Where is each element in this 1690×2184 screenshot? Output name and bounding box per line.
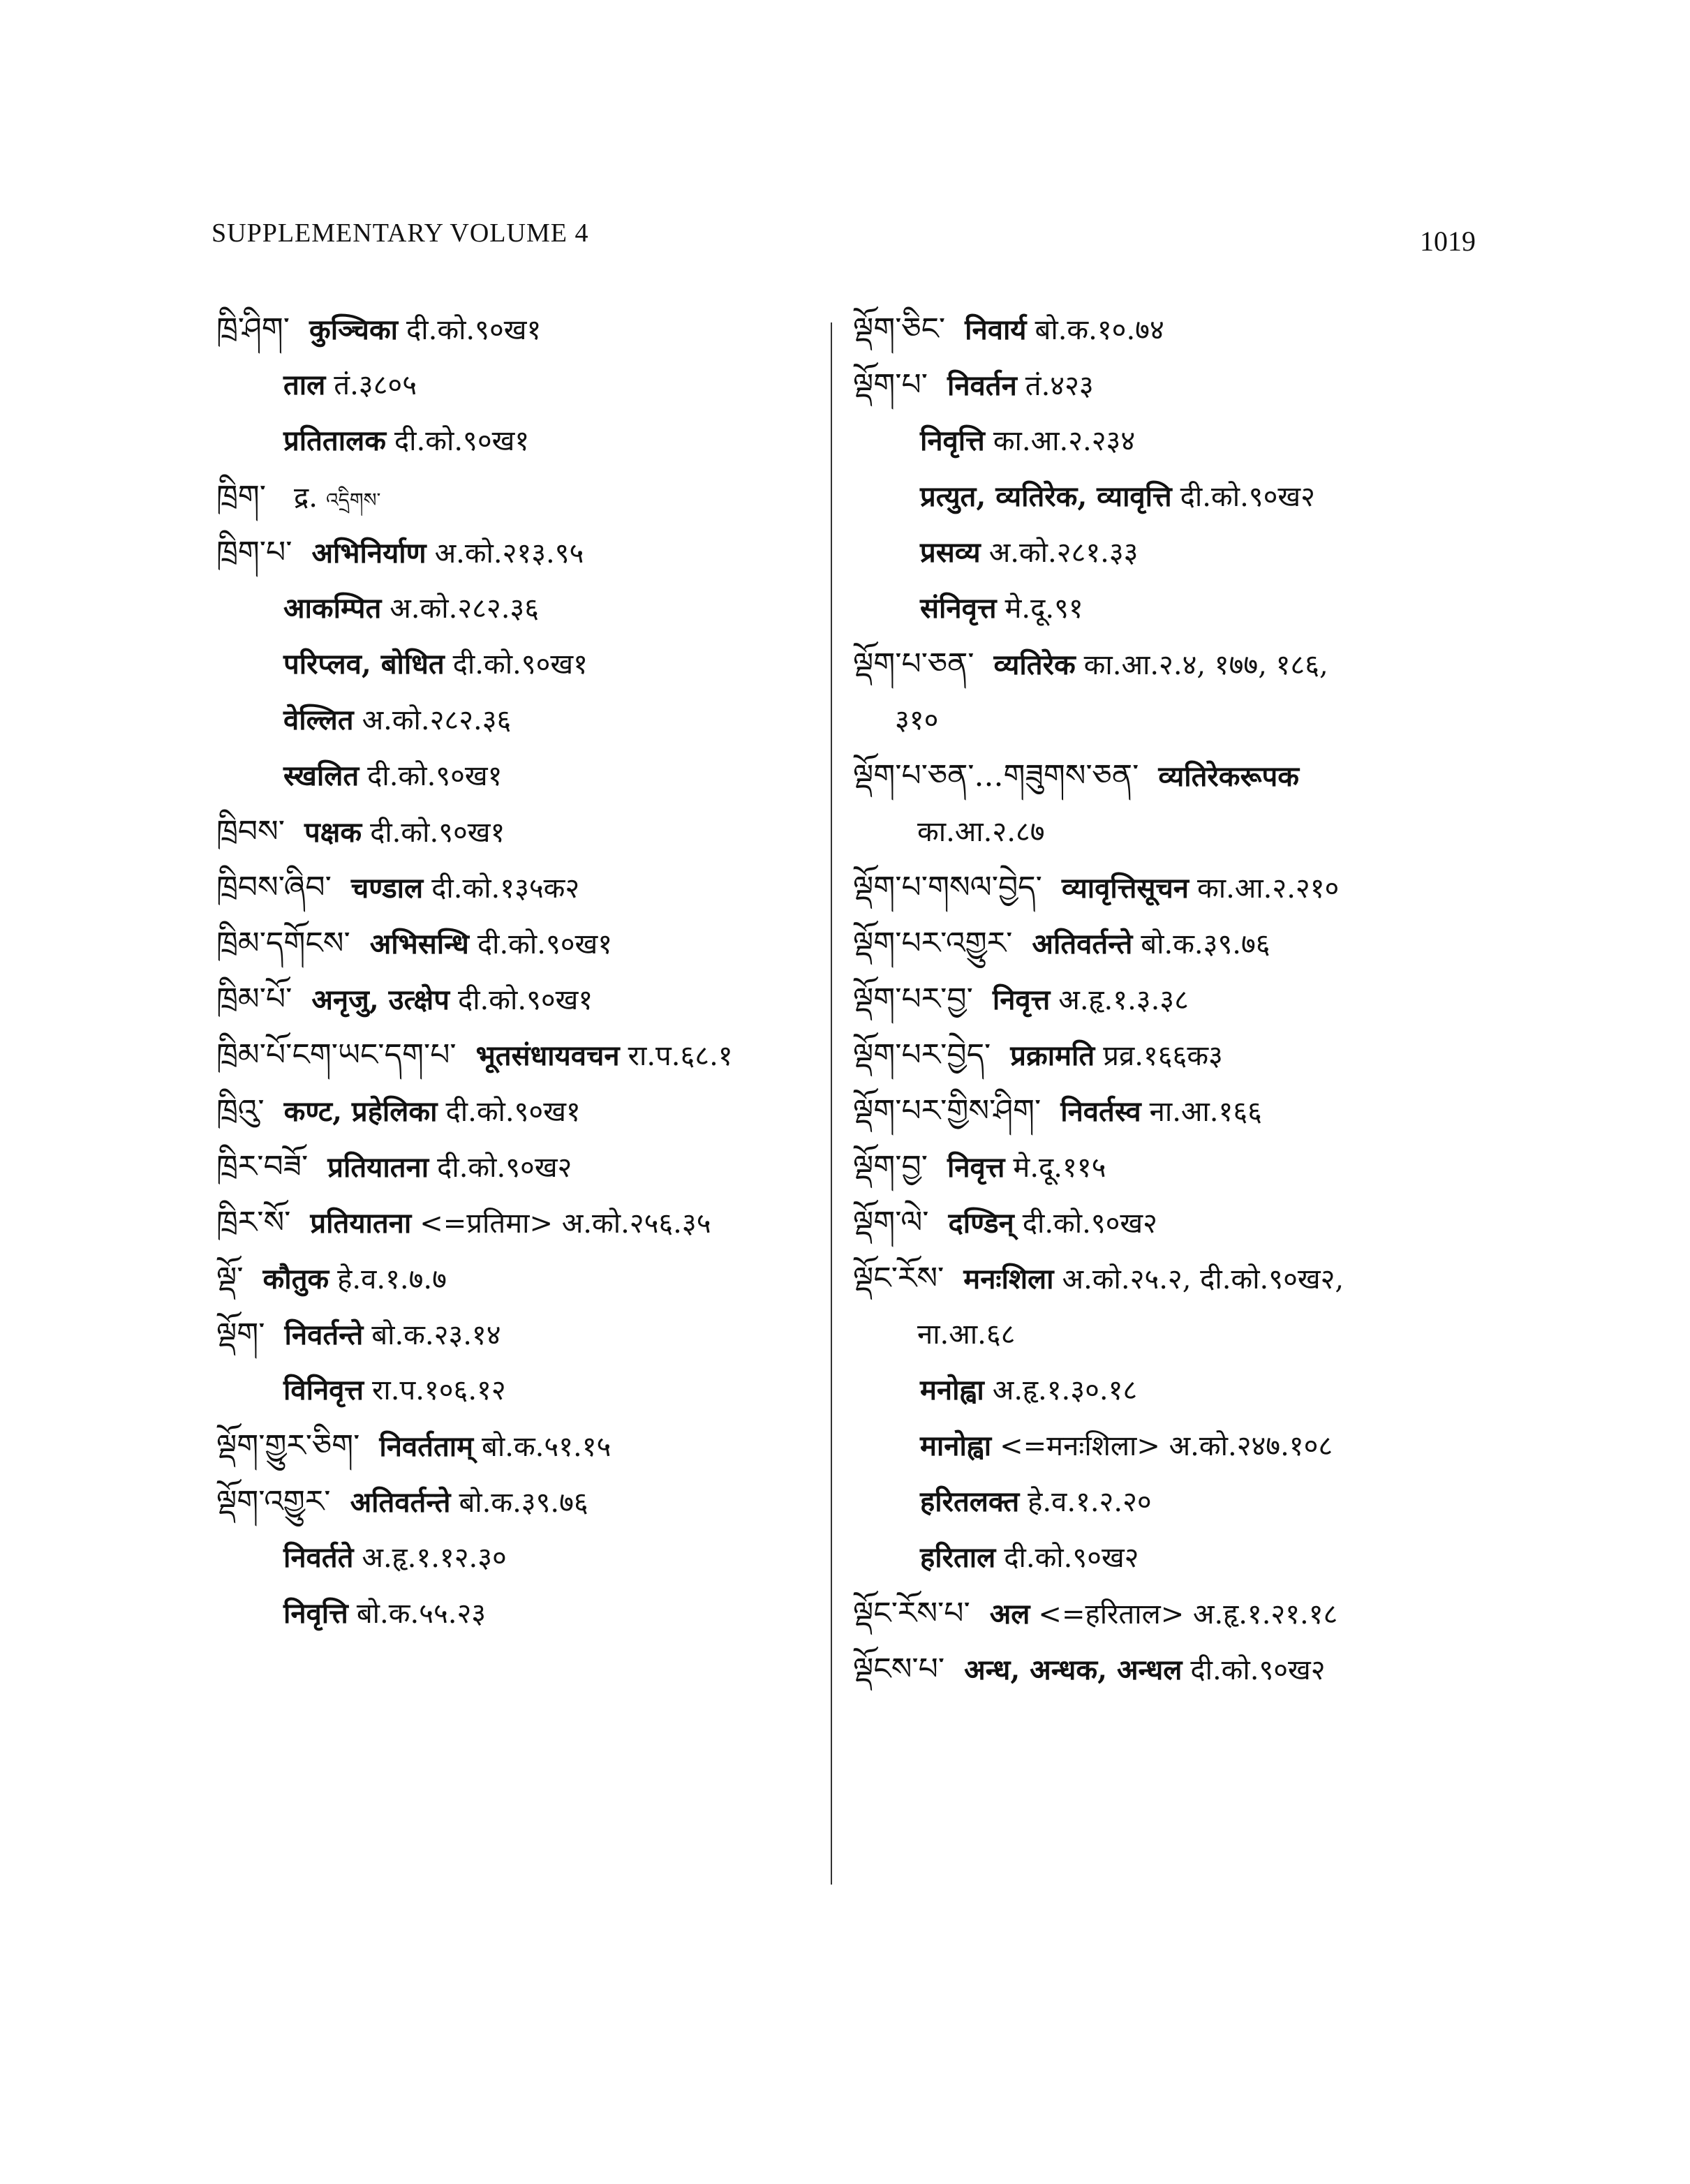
tibetan-headword: ལྡོག་པ་གསལ་བྱེད་: [853, 870, 1042, 905]
sanskrit-equivalent: व्यतिरेकरूपक: [1158, 760, 1299, 793]
sanskrit-equivalent: अनृजु, उत्क्षेप: [311, 983, 450, 1016]
source-reference: दी.को.९०ख२: [1190, 1654, 1326, 1686]
entry-line: [216, 413, 848, 469]
tibetan-headword: ལྡོག་པར་གྱིས་ཤིག་: [853, 1093, 1042, 1129]
entry-line: [853, 525, 1481, 581]
sanskrit-equivalent: हरिताल: [920, 1541, 996, 1574]
tibetan-headword: ལྡོག་པར་འགྱུར་: [853, 926, 1013, 961]
sanskrit-equivalent: विनिवृत्त: [283, 1374, 364, 1406]
tibetan-headword: ཁྲིམ་པོ་: [216, 981, 292, 1017]
sanskrit-equivalent: निवृत्ति: [920, 424, 985, 457]
entry-line: [853, 581, 1481, 637]
source-reference: दी.को.९०ख१: [406, 314, 542, 346]
source-reference: <=मनःशिला> अ.को.२४७.१०८: [1000, 1430, 1333, 1462]
sanskrit-equivalent: अभिसन्धि: [369, 928, 469, 960]
entry-line: [853, 748, 1481, 804]
sanskrit-equivalent: परिप्लव, बोधित: [283, 648, 445, 681]
left-column: [216, 302, 848, 1642]
entry-line: [853, 302, 1481, 357]
tibetan-headword: ལྡོག་: [216, 1316, 265, 1352]
cross-reference-marker: द्र.: [294, 482, 318, 514]
tibetan-headword: ལྡོག་བྱ་: [853, 1149, 928, 1184]
source-reference: बो.क.३९.७६: [459, 1487, 588, 1519]
entry-line: [853, 972, 1481, 1027]
sanskrit-equivalent: निवर्तन: [947, 369, 1017, 402]
source-reference: दी.को.९०ख१: [457, 984, 593, 1016]
entry-line: [853, 469, 1481, 525]
tibetan-headword: ལྡོག་པ་ཅན་: [853, 646, 974, 682]
source-reference: का.आ.२.४, १७७, १८६,: [1083, 649, 1328, 681]
sanskrit-equivalent: प्रत्युत, व्यतिरेक, व्यावृत्ति: [920, 480, 1172, 513]
source-reference: दी.को.९०ख१: [370, 817, 505, 849]
sanskrit-equivalent: ताल: [283, 369, 326, 401]
source-reference: हे.व.१.२.२०: [1028, 1486, 1152, 1518]
cross-reference-target: འདྲིགས་: [326, 489, 381, 512]
entry-line: [853, 357, 1481, 413]
sanskrit-equivalent: निवर्तताम्: [379, 1430, 474, 1463]
source-reference: रा.प.१०६.१२: [372, 1374, 506, 1406]
tibetan-headword: ཁྲིར་བཟོ་: [216, 1149, 309, 1184]
entry-line: [853, 1362, 1481, 1418]
source-reference: का.आ.२.२३४: [993, 425, 1136, 457]
tibetan-headword: ལྡོང་རོས་པ་: [853, 1596, 970, 1631]
sanskrit-equivalent: कौतुक: [262, 1263, 329, 1295]
source-reference: दी.को.९०ख१: [477, 928, 613, 960]
source-reference: दी.को.९०ख१: [394, 425, 530, 457]
tibetan-headword: ཁྲིར་སོ་: [216, 1205, 291, 1240]
sanskrit-equivalent: अतिवर्तन्ते: [1032, 928, 1133, 960]
sanskrit-equivalent: प्रतियातना: [327, 1151, 429, 1184]
source-reference: रा.प.६८.१: [628, 1040, 733, 1072]
sanskrit-equivalent: स्खलित: [283, 759, 360, 792]
source-reference: अ.हृ.१.१२.३०: [362, 1542, 507, 1574]
sanskrit-equivalent: चण्डाल: [350, 872, 424, 905]
tibetan-headword: ཁྲིམ་དགོངས་: [216, 926, 350, 961]
right-column: [853, 302, 1481, 1698]
source-reference: अ.को.२८२.३६: [390, 593, 540, 625]
sanskrit-equivalent: अभिनिर्याण: [311, 537, 427, 570]
entry-line: [216, 357, 848, 413]
sanskrit-equivalent: निवृत्त: [992, 983, 1051, 1016]
entry-line: [216, 1195, 848, 1251]
source-reference: अ.को.२८२.३६: [362, 704, 512, 736]
entry-line: [216, 302, 848, 357]
source-reference: मे.दू.११५: [1013, 1152, 1106, 1184]
sanskrit-equivalent: कण्ट, प्रहेलिका: [283, 1095, 438, 1128]
tibetan-headword: ལྡོག་པར་བྱེད་: [853, 1037, 991, 1073]
source-reference: प्रव्र.१६६क३: [1103, 1040, 1223, 1072]
tibetan-headword: ལྡོག་པར་བྱ་: [853, 981, 973, 1017]
entry-line: [853, 860, 1481, 916]
source-reference: तं.३८०५: [334, 369, 417, 401]
sanskrit-equivalent: भूतसंधायवचन: [475, 1039, 620, 1072]
tibetan-headword: ལྡོག་འགྱུར་: [216, 1484, 331, 1520]
sanskrit-equivalent: अतिवर्तन्ते: [350, 1486, 451, 1519]
tibetan-headword: ཁྲིག་: [216, 479, 267, 514]
entry-line: [853, 692, 1481, 748]
source-reference: तं.४२३: [1025, 370, 1094, 402]
source-reference: अ.को.२१३.९५: [434, 537, 584, 570]
entry-line: [216, 1083, 848, 1139]
entry-line: [216, 748, 848, 804]
sanskrit-equivalent: निवृत्ति: [283, 1597, 348, 1630]
sanskrit-equivalent: प्रसव्य: [920, 536, 981, 569]
source-reference: बो.क.५१.१५: [482, 1431, 611, 1463]
source-reference: <=प्रतिमा> अ.को.२५६.३५: [420, 1208, 711, 1240]
sanskrit-equivalent: वेल्लित: [283, 704, 354, 736]
entry-line: [216, 1362, 848, 1418]
sanskrit-equivalent: व्यतिरेक: [993, 648, 1076, 681]
source-reference: अ.को.२८१.३३: [988, 537, 1139, 569]
entry-line: [216, 1027, 848, 1083]
entry-line: [216, 525, 848, 581]
tibetan-headword: ལྡོངས་པ་: [853, 1651, 945, 1687]
entry-line: [853, 1586, 1481, 1642]
tibetan-headword: ཁྲི་ཤིག་: [216, 311, 290, 347]
entry-line: [216, 1530, 848, 1586]
entry-line: [216, 1307, 848, 1362]
sanskrit-equivalent: प्रतितालक: [283, 424, 386, 457]
source-reference: <=हरिताल> अ.हृ.१.२१.१८: [1038, 1598, 1338, 1630]
source-reference: बो.क.३९.७६: [1141, 928, 1270, 960]
entry-line: [853, 1027, 1481, 1083]
source-reference: दी.को.९०ख२: [1004, 1542, 1139, 1574]
sanskrit-equivalent: निवार्य: [965, 313, 1027, 346]
entry-line: [853, 1083, 1481, 1139]
entry-line: [853, 1195, 1481, 1251]
sanskrit-equivalent: व्यावृत्तिसूचन: [1061, 872, 1189, 905]
source-reference: बो.क.५५.२३: [356, 1598, 487, 1630]
sanskrit-equivalent: हरितलक्त: [920, 1485, 1020, 1518]
sanskrit-equivalent: आकम्पित: [283, 592, 382, 625]
tibetan-headword: ལྡོག་པ་: [853, 367, 928, 403]
entry-line: [853, 916, 1481, 972]
entry-line: [853, 1530, 1481, 1586]
tibetan-headword: ལྡོག་ཅིང་: [853, 311, 946, 347]
entry-line: [216, 692, 848, 748]
entry-line: [216, 1586, 848, 1642]
source-reference: का.आ.२.८७: [917, 816, 1045, 848]
source-reference: दी.को.९०ख१: [445, 1096, 581, 1128]
entry-line: [216, 1474, 848, 1530]
entry-line: [853, 1642, 1481, 1698]
sanskrit-equivalent: प्रतियातना: [310, 1207, 412, 1240]
tibetan-headword: ལྡོག་པ་ཅན་...གཟུགས་ཅན་: [853, 758, 1139, 794]
source-reference: बो.क.१०.७४: [1035, 314, 1164, 346]
entry-line: [216, 860, 848, 916]
tibetan-headword: ལྡོང་རོས་: [853, 1261, 944, 1296]
source-reference: दी.को.९०ख२: [437, 1152, 572, 1184]
source-reference: मे.दू.९१: [1005, 593, 1083, 625]
sanskrit-equivalent: मानोह्वा: [920, 1429, 992, 1462]
sanskrit-equivalent: मनःशिला: [963, 1263, 1054, 1295]
tibetan-headword: ལྡོག་ལེ་: [853, 1205, 929, 1240]
source-reference: दी.को.९०ख१: [452, 648, 588, 681]
source-reference: अ.हृ.१.३.३८: [1058, 984, 1189, 1016]
sanskrit-equivalent: कुञ्चिका: [309, 313, 399, 346]
sanskrit-equivalent: संनिवृत्त: [920, 592, 997, 625]
tibetan-headword: ཁྲིམ་པོ་ངག་ཡང་དག་པ་: [216, 1037, 457, 1073]
entry-line: [216, 1251, 848, 1307]
entry-line: [853, 637, 1481, 692]
source-reference: दी.को.९०ख२: [1180, 481, 1315, 513]
source-reference: ना.आ.१६६: [1149, 1096, 1262, 1128]
source-reference: का.आ.२.२१०: [1197, 872, 1340, 905]
source-reference: दी.को.१३५क२: [431, 872, 580, 905]
entry-line: [853, 1474, 1481, 1530]
entry-line: [216, 804, 848, 860]
tibetan-headword: ལྡོག་གྱུར་ཅིག་: [216, 1428, 360, 1464]
sanskrit-equivalent: निवृत्त: [947, 1151, 1005, 1184]
entry-line: [216, 581, 848, 637]
sanskrit-equivalent: अन्ध, अन्धक, अन्धल: [964, 1654, 1183, 1686]
entry-line: [853, 804, 1481, 860]
entry-line: [216, 916, 848, 972]
tibetan-headword: ཁྲིག་པ་: [216, 535, 292, 570]
entry-line: [853, 1139, 1481, 1195]
running-head: SUPPLEMENTARY VOLUME 4: [212, 218, 589, 248]
entry-line: [216, 972, 848, 1027]
sanskrit-equivalent: निवर्तस्व: [1060, 1095, 1141, 1128]
entry-line: [216, 1139, 848, 1195]
source-reference: हे.व.१.७.७: [337, 1263, 447, 1295]
source-reference: ना.आ.६८: [917, 1318, 1016, 1351]
entry-line: [853, 1418, 1481, 1474]
source-reference: ३१०: [895, 704, 939, 736]
entry-line: [853, 1251, 1481, 1307]
entry-line: [216, 469, 848, 525]
column-divider: [831, 322, 832, 1885]
sanskrit-equivalent: निवर्तन्ते: [284, 1318, 364, 1351]
entry-line: [216, 1418, 848, 1474]
source-reference: अ.को.२५.२, दी.को.९०ख२,: [1062, 1263, 1344, 1295]
sanskrit-equivalent: मनोह्वा: [920, 1374, 984, 1406]
source-reference: दी.को.९०ख१: [367, 760, 503, 792]
entry-line: [216, 637, 848, 692]
sanskrit-equivalent: दण्डिन्: [948, 1207, 1014, 1240]
tibetan-headword: ཁྲིའུ་: [216, 1093, 265, 1129]
source-reference: अ.हृ.१.३०.१८: [992, 1374, 1138, 1406]
source-reference: बो.क.२३.१४: [371, 1319, 501, 1351]
page-number: 1019: [1420, 225, 1476, 257]
entry-line: [853, 413, 1481, 469]
sanskrit-equivalent: निवर्तते: [283, 1541, 354, 1574]
tibetan-headword: ཁྲིབས་: [216, 814, 285, 849]
sanskrit-equivalent: प्रक्रामति: [1010, 1039, 1095, 1072]
tibetan-headword: ལྡོ་: [216, 1261, 244, 1296]
tibetan-headword: ཁྲིབས་ཞིབ་: [216, 870, 332, 905]
sanskrit-equivalent: अल: [989, 1598, 1030, 1630]
sanskrit-equivalent: पक्षक: [304, 816, 362, 849]
entry-line: [853, 1307, 1481, 1362]
source-reference: दी.को.९०ख२: [1022, 1208, 1157, 1240]
